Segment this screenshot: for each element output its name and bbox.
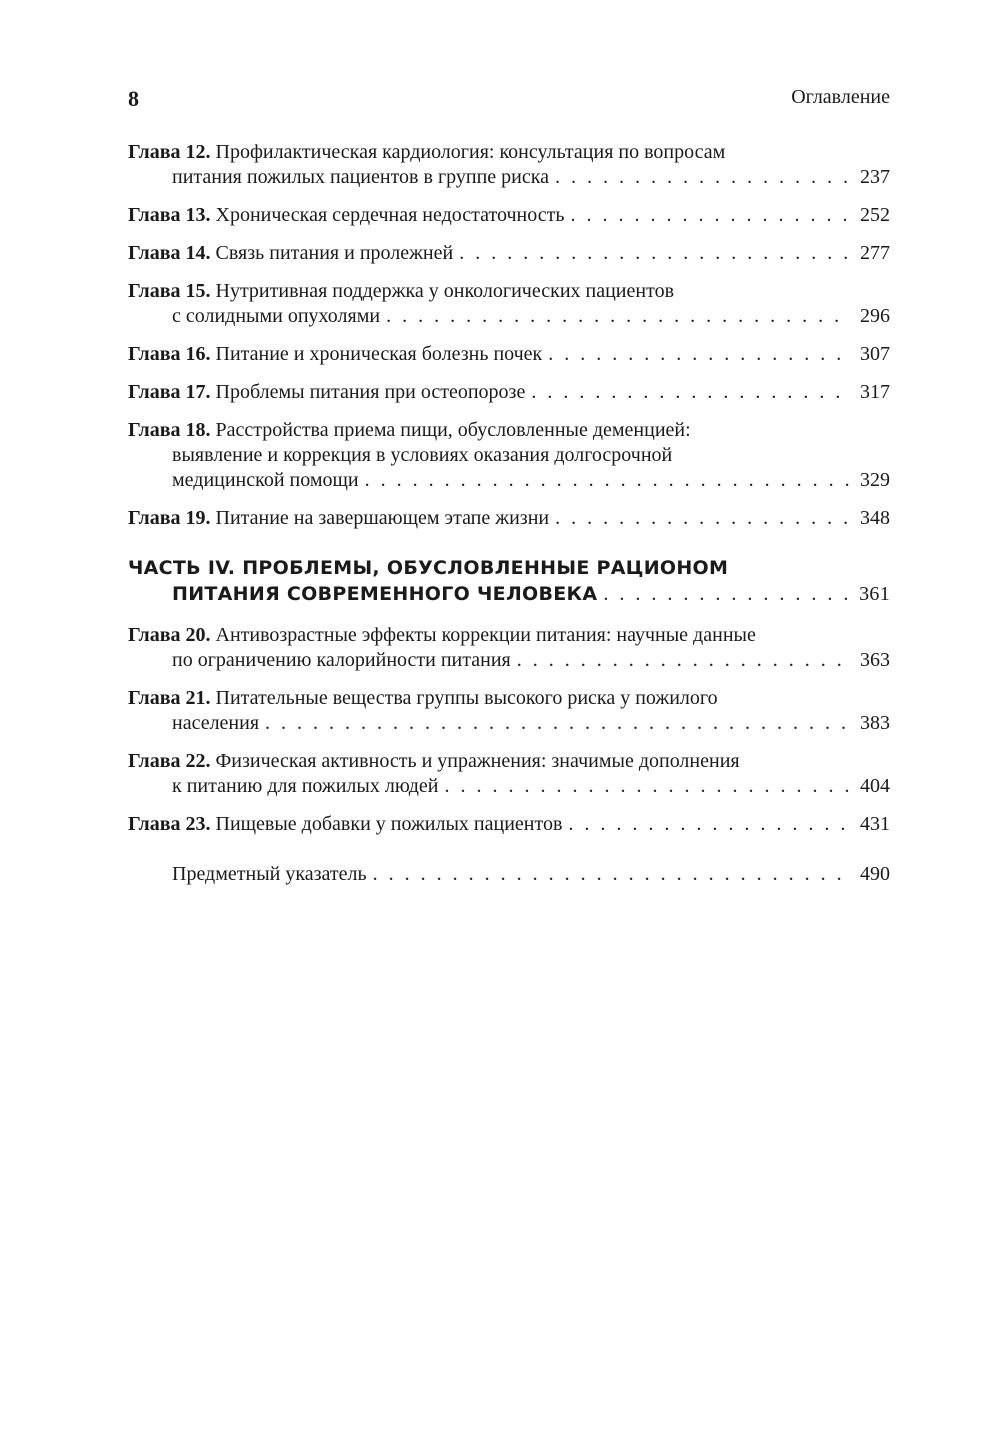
chapter-title-line: Питательные вещества группы высокого риска у пожилого bbox=[215, 687, 718, 709]
toc-entry[interactable] bbox=[128, 686, 890, 736]
entry-line bbox=[128, 203, 890, 228]
toc-entry[interactable] bbox=[128, 241, 890, 266]
chapter-title-line: по ограничению калорийности питания bbox=[172, 649, 511, 671]
index-entry[interactable] bbox=[128, 863, 890, 886]
dot-leader bbox=[548, 342, 850, 367]
chapter-title: Питание на завершающем этапе жизни bbox=[215, 507, 550, 529]
chapter-label: Глава 23. bbox=[128, 813, 211, 835]
chapter-page-number: 296 bbox=[860, 305, 890, 327]
toc-entry[interactable] bbox=[128, 749, 890, 799]
dot-leader bbox=[568, 812, 850, 837]
entry-last-line bbox=[128, 711, 890, 736]
entry-line bbox=[128, 241, 890, 266]
dot-leader bbox=[459, 241, 850, 266]
chapter-label: Глава 12. bbox=[128, 141, 211, 163]
page-number: 8 bbox=[128, 86, 139, 111]
entry-text bbox=[128, 812, 562, 837]
entry-line bbox=[128, 380, 890, 405]
table-of-contents bbox=[128, 140, 890, 886]
dot-leader bbox=[603, 581, 850, 607]
entry-last-line bbox=[128, 648, 890, 673]
dot-leader bbox=[555, 506, 850, 531]
dot-leader bbox=[365, 468, 850, 493]
chapter-title-line: Расстройства приема пищи, обусловленные деменцией: bbox=[215, 419, 691, 441]
chapter-title-line: к питанию для пожилых людей bbox=[172, 775, 439, 797]
toc-entry[interactable] bbox=[128, 279, 890, 329]
toc-entry[interactable] bbox=[128, 203, 890, 228]
dot-leader bbox=[445, 774, 851, 799]
chapter-page-number: 348 bbox=[860, 507, 890, 529]
chapter-label: Глава 17. bbox=[128, 381, 211, 403]
chapter-title-line: населения bbox=[172, 712, 260, 734]
chapter-page-number: 317 bbox=[860, 381, 890, 403]
toc-entry[interactable] bbox=[128, 380, 890, 405]
entry-first-line bbox=[128, 686, 890, 711]
chapter-title: Проблемы питания при остеопорозе bbox=[215, 381, 526, 403]
chapter-page-number: 307 bbox=[860, 343, 890, 365]
chapter-title-line: Нутритивная поддержка у онкологических пациентов bbox=[215, 280, 675, 302]
page-header bbox=[128, 86, 890, 116]
toc-entry[interactable] bbox=[128, 812, 890, 837]
chapter-label: Глава 19. bbox=[128, 507, 211, 529]
part-heading[interactable] bbox=[128, 555, 890, 607]
chapter-page-number: 329 bbox=[860, 469, 890, 491]
dot-leader bbox=[386, 304, 850, 329]
toc-entry[interactable] bbox=[128, 418, 890, 493]
chapter-label: Глава 21. bbox=[128, 687, 211, 709]
chapter-page-number: 237 bbox=[860, 166, 890, 188]
entry-text bbox=[128, 506, 549, 531]
chapter-label: Глава 16. bbox=[128, 343, 211, 365]
part-title-line-2: ПИТАНИЯ СОВРЕМЕННОГО ЧЕЛОВЕКА bbox=[172, 583, 598, 605]
chapter-title-line: выявление и коррекция в условиях оказания долгосрочной bbox=[172, 444, 673, 466]
dot-leader bbox=[373, 863, 850, 886]
entry-text bbox=[128, 203, 564, 228]
chapter-label: Глава 13. bbox=[128, 204, 211, 226]
entry-text bbox=[128, 241, 453, 266]
part-page-number: 361 bbox=[859, 583, 890, 605]
chapter-page-number: 404 bbox=[860, 775, 890, 797]
chapter-page-number: 363 bbox=[860, 649, 890, 671]
entry-first-line bbox=[128, 140, 890, 165]
part-title-line-1: ЧАСТЬ IV. ПРОБЛЕМЫ, ОБУСЛОВЛЕННЫЕ РАЦИОНОМ bbox=[128, 557, 729, 579]
toc-entry[interactable] bbox=[128, 506, 890, 531]
chapter-title: Питание и хроническая болезнь почек bbox=[215, 343, 543, 365]
entry-first-line bbox=[128, 279, 890, 304]
dot-leader bbox=[517, 648, 850, 673]
chapter-list-part-4 bbox=[128, 623, 890, 837]
entry-last-line bbox=[128, 468, 890, 493]
index-page-number: 490 bbox=[860, 863, 890, 885]
toc-entry[interactable] bbox=[128, 140, 890, 190]
dot-leader bbox=[265, 711, 850, 736]
entry-line bbox=[128, 812, 890, 837]
chapter-title-line: с солидными опухолями bbox=[172, 305, 381, 327]
toc-entry[interactable] bbox=[128, 623, 890, 673]
chapter-list-part-3 bbox=[128, 140, 890, 531]
chapter-title-line: Антивозрастные эффекты коррекции питания: научные данные bbox=[215, 624, 756, 646]
chapter-label: Глава 20. bbox=[128, 624, 211, 646]
chapter-label: Глава 18. bbox=[128, 419, 211, 441]
chapter-page-number: 383 bbox=[860, 712, 890, 734]
entry-last-line bbox=[128, 774, 890, 799]
dot-leader bbox=[570, 203, 850, 228]
entry-first-line bbox=[128, 623, 890, 648]
chapter-label: Глава 14. bbox=[128, 242, 211, 264]
entry-last-line bbox=[128, 165, 890, 190]
entry-line bbox=[128, 506, 890, 531]
chapter-label: Глава 15. bbox=[128, 280, 211, 302]
chapter-title-line: медицинской помощи bbox=[172, 469, 359, 491]
chapter-page-number: 277 bbox=[860, 242, 890, 264]
chapter-title: Хроническая сердечная недостаточность bbox=[215, 204, 565, 226]
dot-leader bbox=[531, 380, 850, 405]
entry-first-line bbox=[128, 749, 890, 774]
chapter-page-number: 431 bbox=[860, 813, 890, 835]
chapter-page-number: 252 bbox=[860, 204, 890, 226]
entry-last-line bbox=[128, 304, 890, 329]
running-head: Оглавление bbox=[791, 86, 890, 108]
entry-line bbox=[128, 342, 890, 367]
toc-entry[interactable] bbox=[128, 342, 890, 367]
chapter-title: Пищевые добавки у пожилых пациентов bbox=[215, 813, 563, 835]
chapter-title-line: Профилактическая кардиология: консультация по вопросам bbox=[215, 141, 726, 163]
entry-first-line bbox=[128, 418, 890, 443]
chapter-title-line: питания пожилых пациентов в группе риска bbox=[172, 166, 550, 188]
entry-text bbox=[128, 342, 542, 367]
chapter-label: Глава 22. bbox=[128, 750, 211, 772]
entry-text bbox=[128, 380, 525, 405]
dot-leader bbox=[555, 165, 850, 190]
chapter-title: Связь питания и пролежней bbox=[215, 242, 454, 264]
chapter-title-line: Физическая активность и упражнения: значимые дополнения bbox=[215, 750, 740, 772]
index-title: Предметный указатель bbox=[172, 863, 367, 885]
